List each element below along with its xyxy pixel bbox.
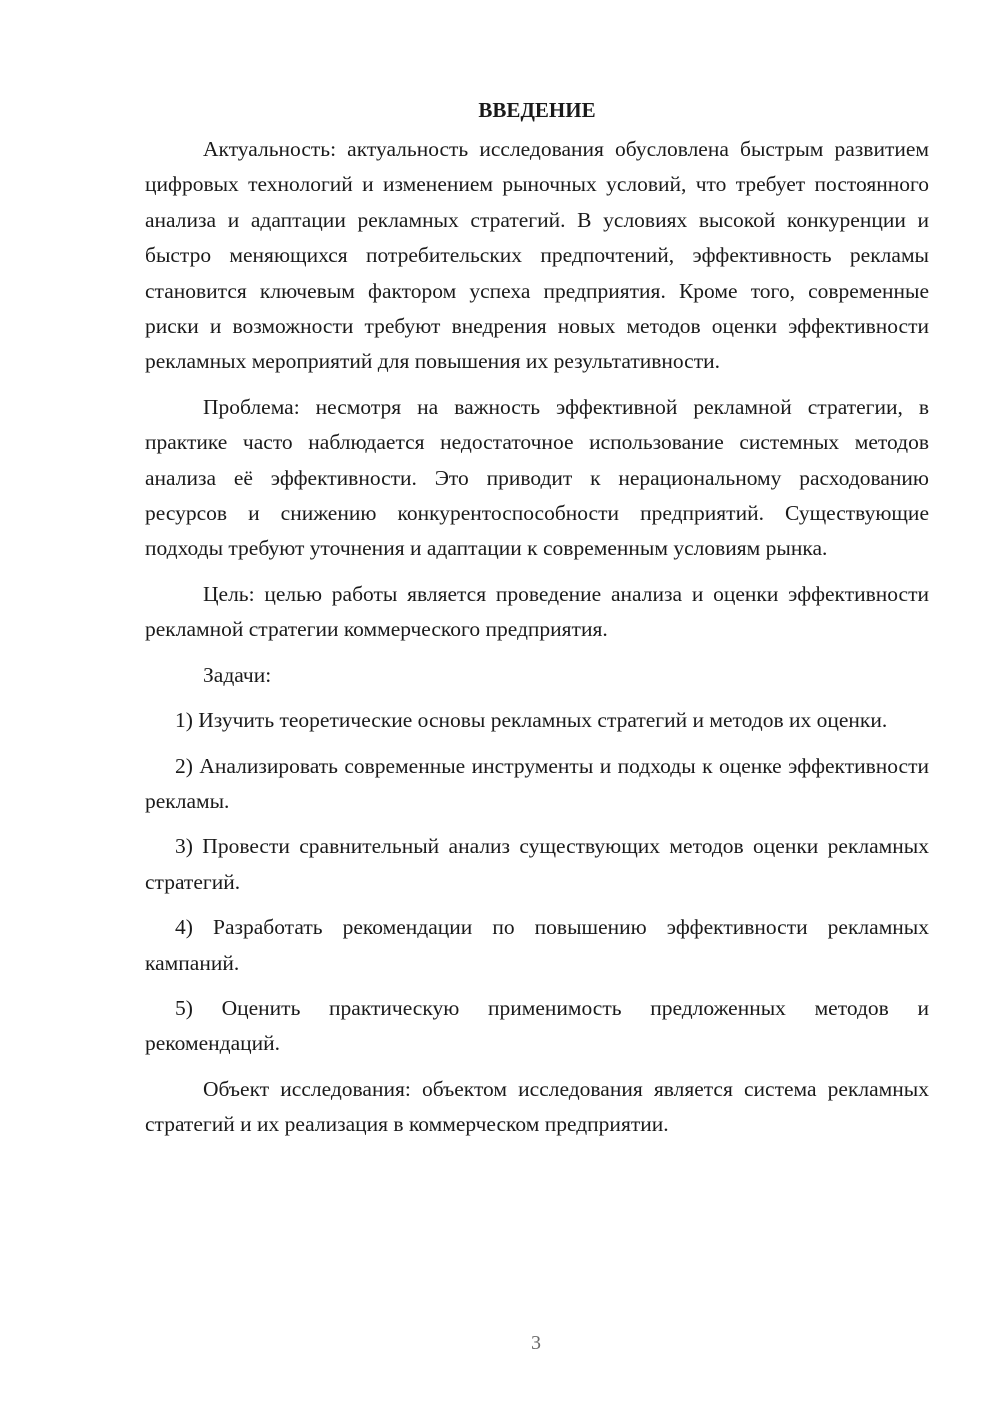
section-title: ВВЕДЕНИЕ xyxy=(478,98,596,122)
task-item-3: 3) Провести сравнительный анализ существующих методов оценки рекламных стратегий. xyxy=(145,834,929,894)
tasks-heading: Задачи: xyxy=(203,662,272,687)
paragraph-goal: Цель: целью работы является проведение анализа и оценки эффективности рекламной стратегии коммерческого предприятия. xyxy=(145,581,929,642)
task-item-1: 1) Изучить теоретические основы рекламных стратегий и методов их оценки. xyxy=(175,708,888,733)
paragraph-problem: Проблема: несмотря на важность эффективной рекламной стратегии, в практике часто наблюдается недостаточное использование системных методов анализа её эффективности. Это приводит к нерациональному расходованию ресурсов и снижению конкурентоспособности предприятий. Существующие подходы требуют уточнения и адаптации к современным условиям рынка. xyxy=(145,394,929,561)
task-item-2: 2) Анализировать современные инструменты и подходы к оценке эффективности рекламы. xyxy=(145,753,929,813)
document-page xyxy=(145,92,929,1153)
task-item-5: 5) Оценить практическую применимость предложенных методов и рекомендаций. xyxy=(145,995,929,1056)
paragraph-relevance: Актуальность: актуальность исследования обусловлена быстрым развитием цифровых технологий и изменением рыночных условий, что требует постоянного анализа и адаптации рекламных стратегий. В условиях высокой конкуренции и быстро меняющихся потребительских предпочтений, эффективность рекламы становится ключевым фактором успеха предприятия. Кроме того, современные риски и возможности требуют внедрения новых методов оценки эффективности рекламных мероприятий для повышения их результативности. xyxy=(145,137,929,374)
page-number: 3 xyxy=(531,1332,541,1354)
task-item-4: 4) Разработать рекомендации по повышению эффективности рекламных кампаний. xyxy=(145,915,929,975)
paragraph-object: Объект исследования: объектом исследования является система рекламных стратегий и их реализация в коммерческом предприятии. xyxy=(145,1076,929,1137)
